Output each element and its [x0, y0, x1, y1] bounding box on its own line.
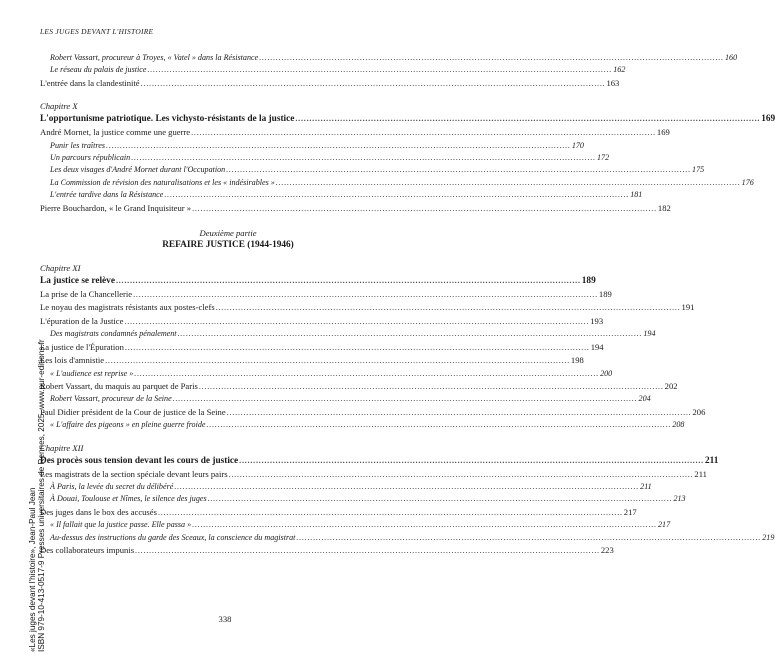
toc-entry — [40, 77, 620, 90]
dot-leader — [295, 112, 760, 126]
toc-entry — [40, 506, 637, 519]
toc-entry-title: L'entrée tardive dans la Résistance — [50, 190, 164, 200]
toc-entry-page: 211 — [694, 468, 707, 479]
toc-group-chapter-x — [40, 112, 775, 215]
toc-entry — [40, 140, 584, 152]
chapter-label: Chapitre XII — [40, 442, 84, 453]
toc-entry — [40, 288, 612, 301]
toc-entry-page: 191 — [681, 302, 695, 313]
toc-entry-page: 160 — [725, 53, 738, 62]
dot-leader — [192, 203, 657, 215]
toc-entry-title: Paul Didier président de la Cour de justice de la Seine — [40, 406, 226, 417]
toc-entry-page: 217 — [658, 520, 671, 530]
toc-entry — [40, 519, 671, 531]
running-head: LES JUGES DEVANT L'HISTOIRE — [40, 27, 154, 36]
dot-leader — [226, 164, 691, 176]
toc-entry-title: André Mornet, la justice comme une guerre — [40, 127, 191, 138]
toc-entry-title: Robert Vassart, procureur à Troyes, « Vatel » dans la Résistance — [50, 53, 259, 62]
part-label: Deuxième partie — [199, 228, 257, 239]
dot-leader — [124, 316, 589, 328]
toc-entry-page: 208 — [672, 420, 685, 430]
toc-group-top — [40, 52, 738, 90]
toc-entry-page: 169 — [761, 114, 775, 125]
copyright-side-note — [28, 339, 47, 652]
toc-entry-title: « Il fallait que la justice passe. Elle passa » — [50, 520, 192, 530]
toc-entry-title: Pierre Bouchardon, « le Grand Inquisiteur » — [40, 202, 192, 213]
toc-entry — [40, 354, 584, 367]
dot-leader — [199, 381, 664, 393]
toc-entry-title: À Douai, Toulouse et Nîmes, le silence des juges — [50, 494, 207, 504]
toc-entry — [40, 315, 604, 328]
toc-entry-page: 163 — [606, 77, 620, 88]
dot-leader — [141, 78, 606, 90]
dot-leader — [133, 289, 598, 301]
toc-entry-title: L'opportunisme patriotique. Les vichysto-résistants de la justice — [40, 114, 295, 125]
dot-leader — [135, 545, 600, 557]
toc-entry-title: La justice de l'Épuration — [40, 341, 124, 352]
toc-entry-page: 213 — [673, 494, 686, 504]
dot-leader — [227, 407, 692, 419]
table-of-contents — [40, 52, 775, 557]
dot-leader — [178, 328, 643, 340]
toc-entry — [40, 164, 705, 176]
dot-leader — [131, 152, 596, 164]
toc-entry-title: À Paris, la levée du secret du délibéré — [50, 481, 174, 491]
dot-leader — [192, 519, 657, 531]
toc-entry — [40, 301, 695, 314]
toc-entry — [40, 328, 656, 340]
dot-leader — [229, 469, 694, 481]
toc-entry-title: « L'audience est reprise » — [50, 368, 134, 378]
dot-leader — [134, 368, 599, 380]
toc-entry-page: 211 — [640, 481, 652, 491]
dot-leader — [216, 302, 681, 314]
toc-entry-page: 189 — [598, 289, 612, 300]
toc-entry — [40, 189, 643, 201]
dot-leader — [164, 189, 629, 201]
dot-leader — [174, 481, 639, 493]
toc-entry-page: 172 — [597, 153, 610, 163]
toc-entry-page: 206 — [692, 406, 706, 417]
toc-entry — [40, 454, 719, 468]
side-note-line: ISBN 979-10-413-0517-9 Presses universitaires de Rennes, 2025, www.pur-editions.fr — [37, 339, 47, 652]
chapter-label: Chapitre X — [40, 101, 78, 112]
toc-entry — [40, 177, 754, 189]
toc-entry — [40, 274, 596, 288]
part-title: REFAIRE JUSTICE (1944-1946) — [162, 240, 294, 251]
toc-entry-title: Punir les traîtres — [50, 140, 106, 150]
toc-entry — [40, 341, 604, 354]
toc-entry — [40, 468, 707, 481]
dot-leader — [276, 177, 741, 189]
toc-entry-page: 200 — [600, 368, 613, 378]
toc-entry — [40, 481, 652, 493]
dot-leader — [207, 419, 672, 431]
toc-entry-title: Le noyau des magistrats résistants aux postes-clefs — [40, 302, 215, 313]
toc-entry-title: La justice se relève — [40, 276, 115, 287]
toc-entry-title: Des procès sous tension devant les cours de justice — [40, 455, 239, 466]
toc-entry-page: 211 — [704, 455, 719, 466]
dot-leader — [116, 274, 581, 288]
toc-entry-page: 193 — [590, 315, 604, 326]
toc-entry-title: Au-dessus des instructions du garde des Sceaux, la conscience du magistrat — [50, 532, 296, 542]
toc-entry-title: Des magistrats condamnés pénalement — [50, 329, 177, 339]
dot-leader — [125, 342, 590, 354]
toc-entry-title: Le réseau du palais de justice — [50, 65, 147, 75]
toc-entry-title: L'entrée dans la clandestinité — [40, 77, 140, 88]
toc-entry — [40, 493, 686, 505]
toc-entry-title: Robert Vassart, du maquis au parquet de Paris — [40, 380, 198, 391]
toc-entry — [40, 419, 685, 431]
toc-entry-title: « L'affaire des pigeons » en pleine guerre froide — [50, 420, 206, 430]
toc-entry-page: 162 — [613, 65, 626, 75]
toc-entry-page: 204 — [638, 394, 651, 404]
page-number: 338 — [218, 614, 232, 624]
toc-entry-page: 181 — [630, 190, 643, 200]
dot-leader — [105, 355, 570, 367]
toc-entry-page: 176 — [741, 177, 754, 187]
toc-entry — [40, 126, 670, 139]
toc-entry-title: Les lois d'amnistie — [40, 355, 105, 366]
toc-entry-title: La Commission de révision des naturalisations et les « indésirables » — [50, 177, 275, 187]
toc-entry-page: 198 — [570, 355, 584, 366]
toc-entry-page: 194 — [590, 341, 604, 352]
toc-entry — [40, 152, 610, 164]
toc-entry-page: 217 — [623, 506, 637, 517]
dot-leader — [106, 140, 571, 152]
chapter-label: Chapitre XI — [40, 263, 81, 274]
toc-entry-page: 182 — [657, 202, 671, 213]
toc-entry — [40, 532, 775, 544]
toc-entry — [40, 380, 678, 393]
toc-entry-title: Les deux visages d'André Mornet durant l'Occupation — [50, 165, 226, 175]
toc-entry-page: 194 — [643, 329, 656, 339]
toc-entry — [40, 64, 626, 76]
toc-entry — [40, 202, 671, 215]
dot-leader — [173, 393, 638, 405]
dot-leader — [239, 454, 704, 468]
dot-leader — [208, 493, 673, 505]
dot-leader — [158, 507, 623, 519]
toc-entry-page: 223 — [600, 544, 614, 555]
dot-leader — [191, 127, 656, 139]
toc-entry-title: L'épuration de la Justice — [40, 315, 124, 326]
toc-entry-page: 219 — [762, 532, 775, 542]
toc-entry-title: Les magistrats de la section spéciale devant leurs pairs — [40, 468, 228, 479]
toc-entry — [40, 393, 651, 405]
toc-entry-page: 189 — [581, 276, 596, 287]
dot-leader — [147, 64, 612, 76]
toc-group-chapter-xii — [40, 454, 775, 558]
toc-entry-page: 202 — [664, 380, 678, 391]
toc-entry — [40, 52, 738, 64]
side-note-line: «Les juges devant l'histoire», Jean-Paul Jean — [28, 487, 37, 652]
dot-leader — [259, 52, 724, 64]
toc-entry — [40, 112, 775, 126]
toc-entry-page: 169 — [656, 127, 670, 138]
toc-entry-page: 175 — [692, 165, 705, 175]
toc-entry-title: Robert Vassart, procureur de la Seine — [50, 394, 172, 404]
toc-entry — [40, 368, 613, 380]
toc-group-chapter-xi — [40, 274, 706, 431]
toc-entry-title: Des juges dans le box des accusés — [40, 506, 157, 517]
toc-entry — [40, 544, 614, 557]
toc-entry-title: La prise de la Chancellerie — [40, 289, 133, 300]
toc-entry — [40, 406, 706, 419]
dot-leader — [296, 532, 761, 544]
toc-entry-title: Des collaborateurs impunis — [40, 544, 135, 555]
toc-entry-page: 170 — [571, 140, 584, 150]
toc-entry-title: Un parcours républicain — [50, 153, 131, 163]
